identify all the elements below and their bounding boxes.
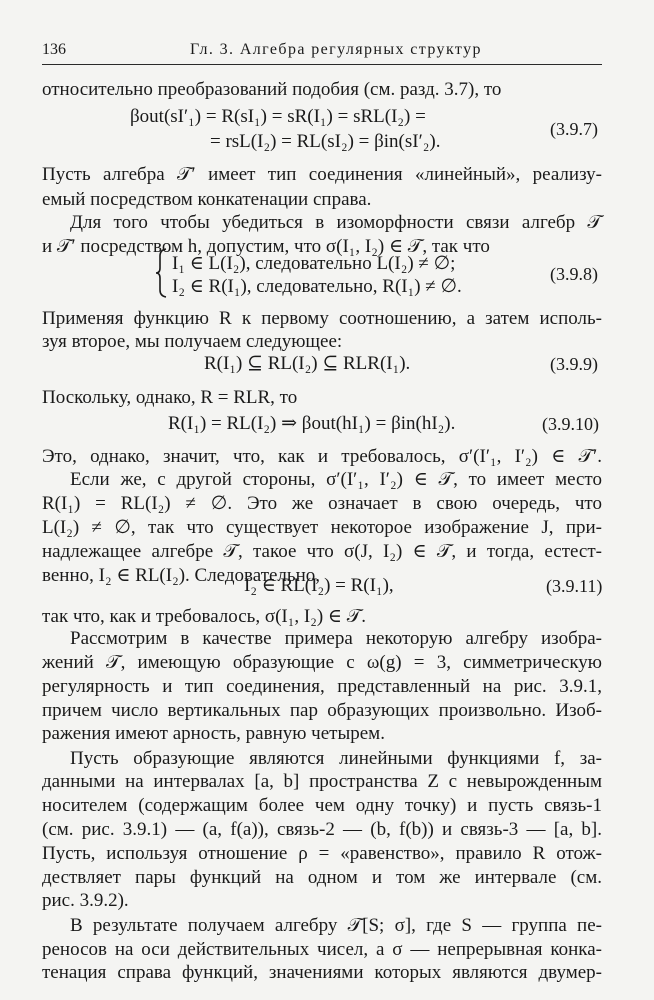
text-line: и 𝒯′ посредством h, допустим, что σ(I₁, I₂) ∈ 𝒯, так что <box>42 236 490 257</box>
text-line: Рассмотрим в качестве примера некоторую алгебру изобра- <box>70 628 602 649</box>
text-line: емый посредством конкатенации справа. <box>42 189 372 210</box>
equation-3-9-10: R(I₁) = RL(I₂) ⇒ βout(hI₁) = βin(hI₂). <box>168 413 456 434</box>
text-line: Применяя функцию R к первому соотношению, а затем исполь- <box>42 308 602 329</box>
equation-3-9-8-line1: I₁ ∈ L(I₂), следовательно L(I₂) ≠ ∅; <box>172 253 456 274</box>
page-header <box>42 41 602 63</box>
header-rule <box>42 64 602 65</box>
left-brace <box>156 248 168 298</box>
text-line: Если же, с другой стороны, σ′(I′₁, I′₂) ∈ 𝒯, то имеет место <box>70 469 602 490</box>
text-line: реносов на оси действительных чисел, а σ — непрерывная конка- <box>42 939 602 960</box>
equation-number: (3.9.10) <box>542 414 599 434</box>
text-line: R(I₁) = RL(I₂) ≠ ∅. Это же означает в свою очередь, что <box>42 493 602 514</box>
text-line: Пусть, используя отношение ρ = «равенство», правило R отож- <box>42 843 602 864</box>
text-line: ражения имеют арность, равную четырем. <box>42 723 385 744</box>
text-line: носителем (содержащим более чем одну точку) и пусть связь-1 <box>42 795 602 816</box>
text-line: L(I₂) ≠ ∅, так что существует некоторое изображение J, при- <box>42 517 602 538</box>
equation-number: (3.9.7) <box>550 119 598 139</box>
text-line: Пусть алгебра 𝒯′ имеет тип соединения «линейный», реализу- <box>42 164 602 185</box>
equation-3-9-7-line2: = rsL(I₂) = RL(sI₂) = βin(sI′₂). <box>210 131 441 152</box>
text-line: Поскольку, однако, R = RLR, то <box>42 387 298 408</box>
equation-3-9-11: I₂ ∈ RL(I₂) = R(I₁), <box>244 575 394 596</box>
text-line: регулярность и тип соединения, представленный на рис. 3.9.1, <box>42 676 602 697</box>
text-line: В результате получаем алгебру 𝒯[S; σ], где S — группа пе- <box>70 915 602 936</box>
equation-3-9-8-line2: I₂ ∈ R(I₁), следовательно, R(I₁) ≠ ∅. <box>172 276 462 297</box>
equation-number: (3.9.11) <box>546 576 603 596</box>
text-line: (см. рис. 3.9.1) — (a, f(a)), связь-2 — (b, f(b)) и связь-3 — [a, b]. <box>42 819 602 840</box>
page-number: 136 <box>42 41 66 58</box>
text-line: Для того чтобы убедиться в изоморфности связи алгебр 𝒯 <box>70 212 602 233</box>
equation-number: (3.9.9) <box>550 354 598 374</box>
equation-number: (3.9.8) <box>550 264 598 284</box>
text-line: зуя второе, мы получаем следующее: <box>42 331 343 352</box>
equation-3-9-9: R(I₁) ⊆ RL(I₂) ⊆ RLR(I₁). <box>204 353 411 374</box>
text-line: причем число вертикальных пар образующих произвольно. Изоб- <box>42 700 602 721</box>
text-line: данными на интервалах [a, b] пространства Z с невырожденным <box>42 771 602 792</box>
text-line: так что, как и требовалось, σ(I₁, I₂) ∈ 𝒯. <box>42 606 367 627</box>
text-line: тенация справа функций, значениями которых являются двумер- <box>42 962 602 983</box>
equation-3-9-7-line1: βout(sI′₁) = R(sI₁) = sR(I₁) = sRL(I₂) = <box>130 106 426 127</box>
text-line: относительно преобразований подобия (см. разд. 3.7), то <box>42 79 502 100</box>
text-line: жений 𝒯, имеющую образующие с ω(g) = 3, симметрическую <box>42 652 602 673</box>
text-line: Это, однако, значит, что, как и требовалось, σ′(I′₁, I′₂) ∈ 𝒯′. <box>42 446 602 467</box>
text-line: венно, I₂ ∈ RL(I₂). Следовательно, <box>42 565 320 586</box>
running-head: Гл. 3. Алгебра регулярных структур <box>190 41 482 58</box>
text-line: надлежащее алгебре 𝒯, такое что σ(J, I₂) ∈ 𝒯, и тогда, естест- <box>42 541 602 562</box>
text-line: рис. 3.9.2). <box>42 890 129 911</box>
text-line: дествляет пары функций на одном и том же интервале (см. <box>42 867 602 888</box>
text-line: Пусть образующие являются линейными функциями f, за- <box>70 748 602 769</box>
